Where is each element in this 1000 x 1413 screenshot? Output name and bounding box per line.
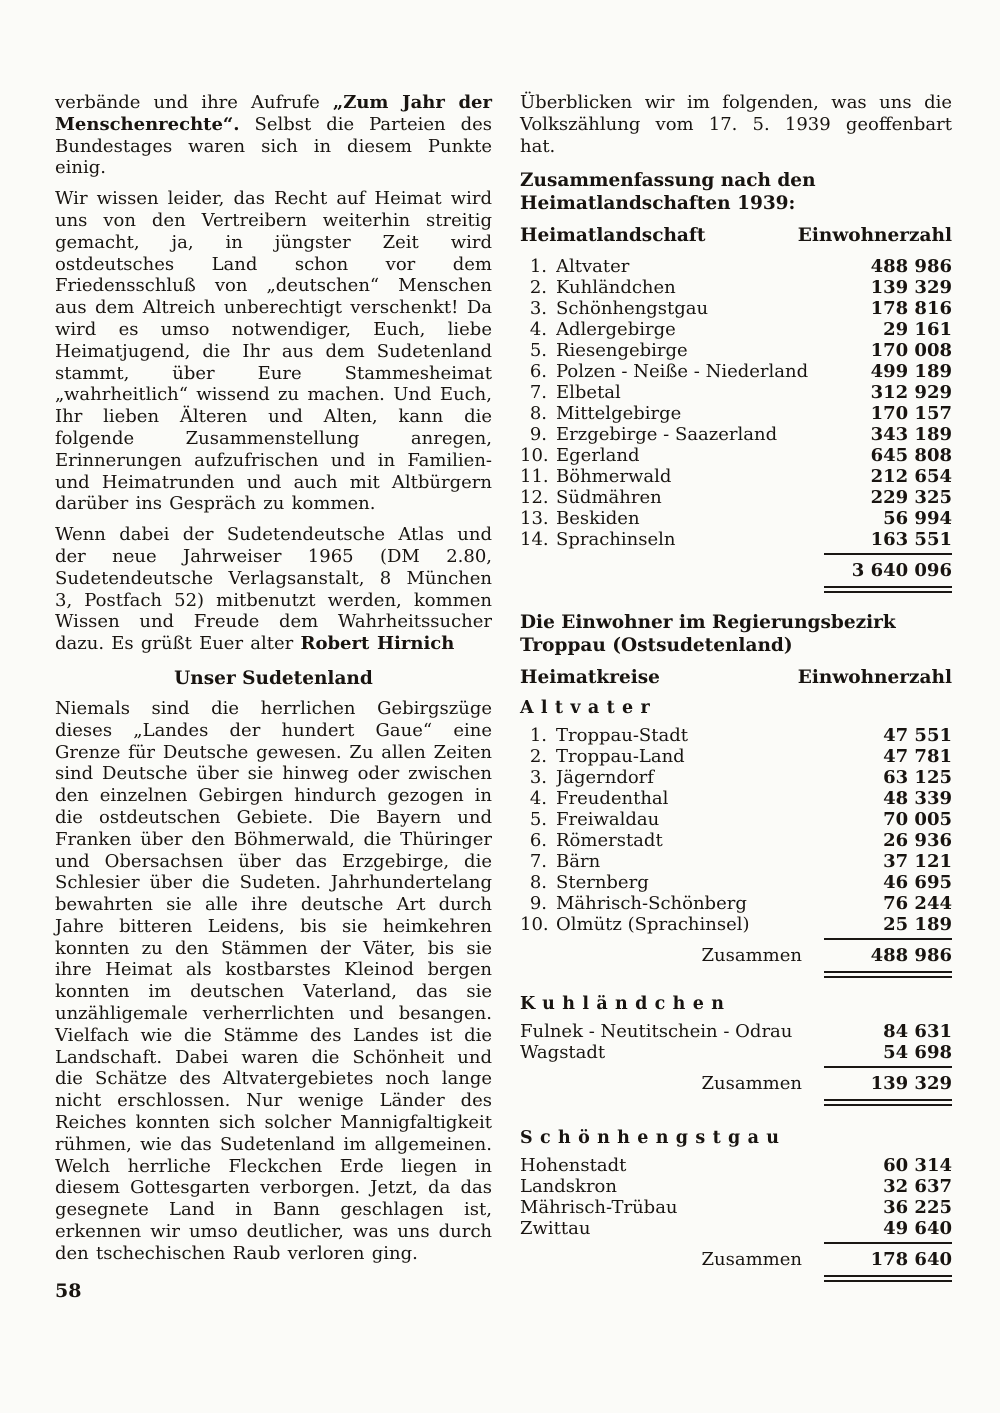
sum-rule [824, 1066, 952, 1068]
table-row [520, 1155, 952, 1176]
row-label: Polzen - Neiße - Niederland [556, 361, 809, 383]
paragraph-atlas-jahrweiser [55, 524, 492, 655]
paragraph-text: verbände und ihre Aufrufe [55, 92, 333, 113]
row-value: 229 325 [870, 487, 952, 509]
row-label: Jägerndorf [556, 767, 654, 789]
row-label: Mährisch-Trübau [520, 1197, 678, 1219]
table-row [520, 872, 952, 893]
row-value: 26 936 [883, 830, 952, 852]
row-label: Erzgebirge - Saazerland [556, 424, 778, 446]
row-value: 76 244 [883, 893, 952, 915]
row-number: 1. [529, 256, 547, 278]
table-row [520, 830, 952, 851]
row-value: 488 986 [870, 256, 952, 278]
table-row [520, 893, 952, 914]
table-row [520, 319, 952, 340]
row-number: 5. [529, 340, 547, 362]
row-value: 36 225 [883, 1197, 952, 1219]
row-number: 2. [529, 277, 547, 299]
row-number: 9. [529, 893, 547, 915]
total-value: 139 329 [870, 1073, 952, 1095]
table-row [520, 914, 952, 935]
row-value: 54 698 [883, 1042, 952, 1064]
row-number: 8. [529, 872, 547, 894]
total-value: 178 640 [870, 1249, 952, 1271]
left-column [55, 92, 492, 1274]
double-rule [824, 586, 952, 593]
table-row [520, 1021, 952, 1042]
total-label: Zusammen [701, 1073, 802, 1095]
district-table-header [520, 667, 952, 688]
row-value: 343 189 [870, 424, 952, 446]
row-number: 7. [529, 382, 547, 404]
row-label: Römerstadt [556, 830, 663, 852]
total-label: Zusammen [701, 945, 802, 967]
row-number: 6. [529, 361, 547, 383]
row-label: Mährisch-Schönberg [556, 893, 747, 915]
table-row [520, 277, 952, 298]
row-label: Adlergebirge [556, 319, 676, 341]
table-row [520, 466, 952, 487]
column-header-einwohnerzahl: Einwohnerzahl [797, 667, 952, 689]
total-value: 488 986 [870, 945, 952, 967]
section-altvater [520, 698, 952, 978]
double-rule [824, 1275, 952, 1282]
row-label: Troppau-Stadt [556, 725, 688, 747]
row-number: 4. [529, 788, 547, 810]
row-value: 63 125 [883, 767, 952, 789]
table-row [520, 1218, 952, 1239]
table-row [520, 725, 952, 746]
row-label: Sprachinseln [556, 529, 676, 551]
row-label: Altvater [556, 256, 630, 278]
bold-author-name: Robert Hirnich [300, 633, 455, 655]
row-label: Schönhengstgau [556, 298, 709, 320]
right-column [520, 92, 952, 1286]
row-number: 10. [520, 914, 549, 936]
section-heading: Schönhengstgau [520, 1128, 787, 1149]
row-value: 48 339 [883, 788, 952, 810]
section-total-row [520, 1249, 952, 1270]
paragraph-menschenrechte [55, 92, 492, 179]
row-value: 29 161 [883, 319, 952, 341]
table-row [520, 298, 952, 319]
row-label: Freiwaldau [556, 809, 660, 831]
row-label: Wagstadt [520, 1042, 606, 1064]
section-heading: Altvater [520, 698, 658, 719]
double-rule [824, 1099, 952, 1106]
section-total-row [520, 1073, 952, 1094]
table-row [520, 256, 952, 277]
row-number: 3. [529, 767, 547, 789]
row-value: 47 781 [883, 746, 952, 768]
bold-phrase-zum-jahr: „Zum Jahr der Menschenrechte“. [55, 92, 492, 135]
column-header-einwohnerzahl: Einwohnerzahl [797, 225, 952, 247]
row-number: 10. [520, 445, 549, 467]
row-number: 3. [529, 298, 547, 320]
column-header-heimatlandschaft: Heimatlandschaft [520, 225, 706, 247]
row-label: Freudenthal [556, 788, 669, 810]
row-value: 47 551 [883, 725, 952, 747]
table-row [520, 403, 952, 424]
column-header-heimatkreise: Heimatkreise [520, 667, 660, 689]
table-row [520, 529, 952, 550]
row-value: 25 189 [883, 914, 952, 936]
row-number: 2. [529, 746, 547, 768]
paragraph-text: Wenn dabei der Sudetendeutsche Atlas und der neue Jahrweiser 1965 (DM 2.80, Sudetendeutsche Verlagsanstalt, 8 München 3, Postfach 52) mitbenutzt werden, kommen Wissen und Freude dem Wahrheitssucher dazu. Es grüßt Euer alter [55, 524, 492, 655]
row-number: 13. [520, 508, 549, 530]
row-value: 84 631 [883, 1021, 952, 1043]
row-value: 56 994 [883, 508, 952, 530]
summary-table-header [520, 225, 952, 246]
row-value: 37 121 [883, 851, 952, 873]
row-value: 163 551 [870, 529, 952, 551]
table-row [520, 746, 952, 767]
sum-rule [824, 938, 952, 940]
row-label: Landskron [520, 1176, 617, 1198]
table-row [520, 424, 952, 445]
row-value: 170 157 [870, 403, 952, 425]
row-value: 178 816 [870, 298, 952, 320]
row-label: Egerland [556, 445, 640, 467]
row-label: Südmähren [556, 487, 662, 509]
double-rule [824, 971, 952, 978]
paragraph-niemals: Niemals sind die herrlichen Gebirgszüge dieses „Landes der hundert Gaue“ eine Grenze für Deutsche gewesen. Zu allen Zeiten sind Deutsche über sie hinweg oder zwischen den einzelnen Gebirgen hindurch gezogen in die ostdeutschen Gebiete. Die Bayern und Franken über den Böhmerwald, die Thüringer und Obersachsen über das Erzgebirge, die Schlesier über die Sudeten. Jahrhundertelang bewahrten sie alle ihre deutsche Art durch Jahre bitteren Leidens, bis sie heimkehren konnten zu den Stämmen der Väter, bis sie ihre Heimat als kostbarstes Kleinod bergen konnten im deutschen Vaterland, das sie unzähligemale verherrlichten und besangen. Vielfach wie die Stämme des Landes ist die Landschaft. Dabei waren die Schönheit und die Schätze des Altvatergebietes noch lange nicht erschlossen. Nur wenige Länder des Reiches konnten sich solcher Mannigfaltigkeit rühmen, wie das Sudetenland im allgemeinen. Welch herrliche Fleckchen Erde liegen in diesem Gottesgarten verborgen. Jetzt, da das gesegnete Land in Bann geschlagen ist, erkennen wir umso deutlicher, was uns durch den tschechischen Raub verloren ging. [55, 697, 492, 1264]
total-label: Zusammen [701, 1249, 802, 1271]
page-number: 58 [55, 1280, 82, 1302]
row-label: Fulnek - Neutitschein - Odrau [520, 1021, 793, 1043]
section-total-row [520, 945, 952, 966]
row-number: 1. [529, 725, 547, 747]
table-row [520, 361, 952, 382]
section-kuhlaendchen [520, 994, 952, 1106]
row-number: 6. [529, 830, 547, 852]
row-label: Böhmerwald [556, 466, 672, 488]
summary-table [520, 256, 952, 593]
row-label: Zwittau [520, 1218, 591, 1240]
row-label: Olmütz (Sprachinsel) [556, 914, 750, 936]
row-number: 5. [529, 809, 547, 831]
section-schoenhengstgau [520, 1128, 952, 1282]
row-label: Troppau-Land [556, 746, 685, 768]
summary-table-title: Zusammenfassung nach den Heimatlandschaften 1939: [520, 170, 816, 215]
table-row [520, 851, 952, 872]
row-number: 11. [520, 466, 549, 488]
table-row [520, 508, 952, 529]
row-value: 60 314 [883, 1155, 952, 1177]
sum-rule [824, 1242, 952, 1244]
row-value: 499 189 [870, 361, 952, 383]
row-number: 4. [529, 319, 547, 341]
table-row [520, 445, 952, 466]
row-label: Elbetal [556, 382, 621, 404]
paragraph-recht-auf-heimat: Wir wissen leider, das Recht auf Heimat wird uns von den Vertreibern weiterhin streitig gemacht, ja, in jüngster Zeit wird ostdeutsches Land schon vor dem Friedensschluß von „deutschen“ Menschen aus dem Altreich unberechtigt verschenkt! Da wird es umso notwendiger, Euch, liebe Heimatjugend, die Ihr aus dem Sudetenland stammt, über Eure Stammesheimat „wahrheitlich“ wissend zu machen. Und Euch, Ihr lieben Älteren und Alten, kann die folgende Zusammenstellung anregen, Erinnerungen aufzufrischen und in Familien- und Heimatrunden und auch mit Altbürgern darüber ins Gespräch zu kommen. [55, 188, 492, 515]
row-number: 9. [529, 424, 547, 446]
section-heading: Kuhländchen [520, 994, 732, 1015]
district-table-title: Die Einwohner im Regierungsbezirk Troppau (Ostsudetenland) [520, 612, 896, 657]
row-value: 139 329 [870, 277, 952, 299]
row-value: 32 637 [883, 1176, 952, 1198]
row-number: 12. [520, 487, 549, 509]
row-number: 7. [529, 851, 547, 873]
row-label: Kuhländchen [556, 277, 676, 299]
row-number: 8. [529, 403, 547, 425]
intro-paragraph: Überblicken wir im folgenden, was uns die Volkszählung vom 17. 5. 1939 geoffenbart hat. [520, 92, 952, 157]
table-row [520, 382, 952, 403]
table-row [520, 1042, 952, 1063]
row-value: 170 008 [870, 340, 952, 362]
row-label: Riesengebirge [556, 340, 688, 362]
table-row [520, 340, 952, 361]
table-row [520, 809, 952, 830]
grand-total-value: 3 640 096 [851, 560, 952, 582]
row-label: Mittelgebirge [556, 403, 682, 425]
table-row [520, 767, 952, 788]
table-row [520, 788, 952, 809]
row-value: 70 005 [883, 809, 952, 831]
table-row [520, 487, 952, 508]
row-label: Hohenstadt [520, 1155, 627, 1177]
table-row [520, 1197, 952, 1218]
row-label: Sternberg [556, 872, 649, 894]
row-value: 312 929 [870, 382, 952, 404]
row-value: 46 695 [883, 872, 952, 894]
row-label: Beskiden [556, 508, 640, 530]
heading-unser-sudetenland: Unser Sudetenland [174, 667, 373, 689]
row-value: 212 654 [870, 466, 952, 488]
paragraph-text: Selbst die Parteien des Bundestages waren sich in diesem Punkte einig. [55, 113, 492, 179]
row-label: Bärn [556, 851, 601, 873]
row-value: 645 808 [870, 445, 952, 467]
row-number: 14. [520, 529, 549, 551]
table-row [520, 1176, 952, 1197]
sum-rule [824, 553, 952, 555]
grand-total-row [520, 560, 952, 581]
row-value: 49 640 [883, 1218, 952, 1240]
